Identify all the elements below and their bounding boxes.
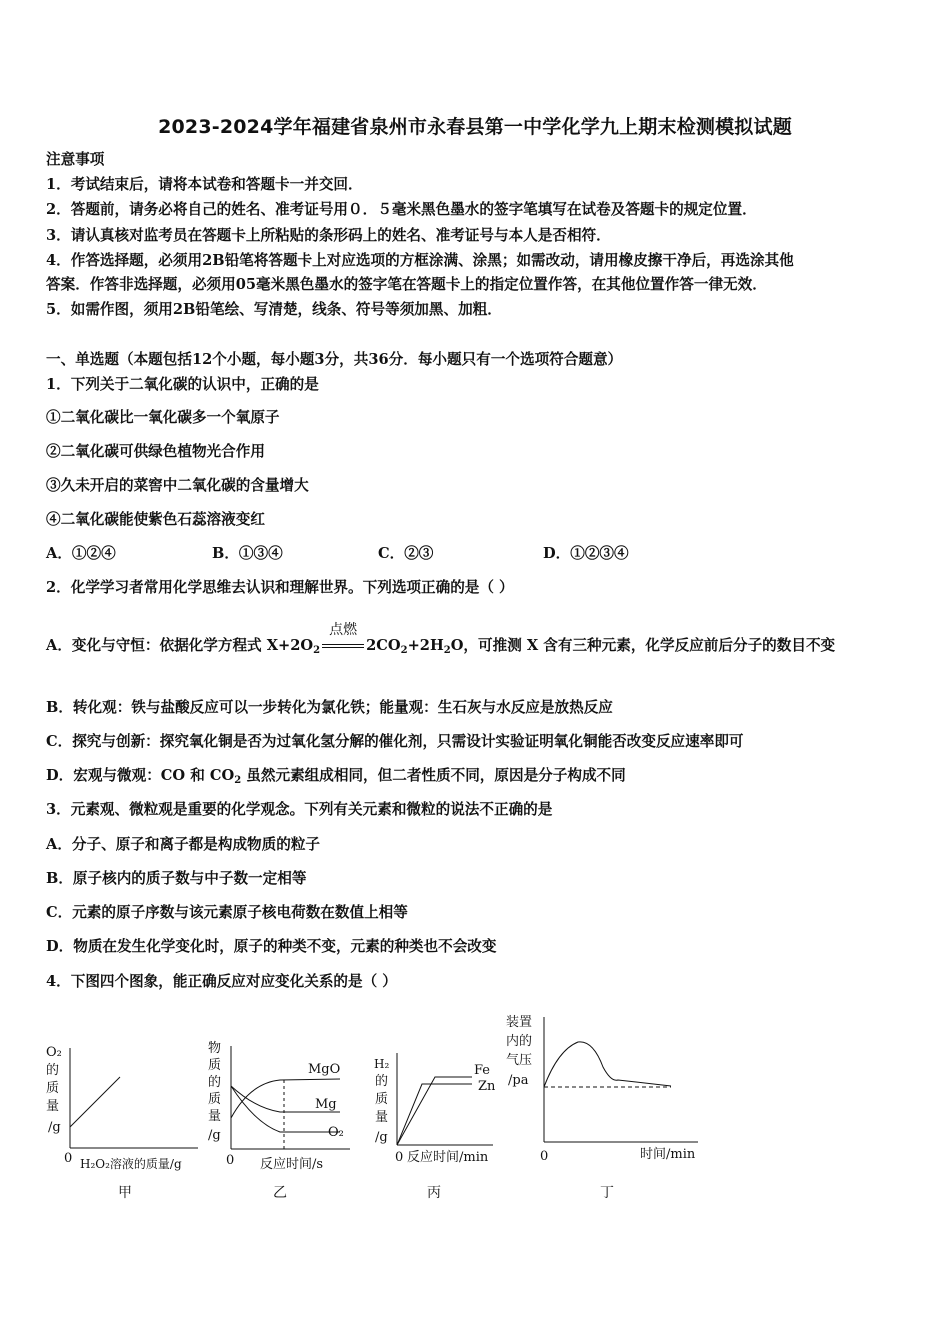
notice-item: 1．考试结束后，请将本试卷和答题卡一并交回． (46, 176, 363, 193)
notice-item: 答案．作答非选择题，必须用05毫米黑色墨水的签字笔在答题卡上的指定位置作答，在其他位置作答一律无效． (46, 276, 767, 293)
subscript: 2 (234, 775, 242, 786)
notice-item: 4．作答选择题，必须用2B铅笔将答题卡上对应选项的方框涂满、涂黑；如需改动，请用橡皮擦干净后，再选涂其他 (46, 252, 794, 269)
q2-stem: 2．化学学习者常用化学思维去认识和理解世界。下列选项正确的是（ ） (46, 579, 514, 596)
y-label: 的 (375, 1074, 389, 1089)
q1-statement: ③久未开启的菜窖中二氧化碳的含量增大 (46, 477, 309, 494)
curve-label: MgO (308, 1062, 341, 1077)
q2-a-prefix: A．变化与守恒：依据化学方程式 X+2O (46, 637, 314, 654)
graph-caption: 丙 (427, 1185, 441, 1201)
q2-option-d[interactable] (46, 766, 626, 786)
graph-caption: 乙 (273, 1185, 287, 1201)
graph-jia (40, 1040, 210, 1175)
q1-stem: 1．下列关于二氧化碳的认识中，正确的是 (46, 376, 319, 393)
curve-zn (397, 1084, 472, 1145)
notice-heading: 注意事项 (46, 151, 105, 168)
curve-label: Mg (315, 1097, 337, 1112)
subscript: 2 (400, 645, 408, 656)
y-label: 物 (208, 1041, 222, 1056)
curve-fe (397, 1077, 472, 1145)
curve-label: O₂ (328, 1125, 344, 1140)
y-label: 质 (375, 1092, 389, 1107)
x-label: 反应时间/s (260, 1157, 324, 1172)
q2-d-suffix: 虽然元素组成相同，但二者性质不同，原因是分子构成不同 (241, 767, 626, 784)
q2-option-b[interactable]: B．转化观：铁与盐酸反应可以一步转化为氯化铁；能量观：生石灰与水反应是放热反应 (46, 699, 613, 716)
q3-option-c[interactable]: C．元素的原子序数与该元素原子核电荷数在数值上相等 (46, 904, 408, 921)
subscript: 2 (313, 645, 321, 656)
q3-option-b[interactable]: B．原子核内的质子数与中子数一定相等 (46, 870, 307, 887)
q2-a-suffix: O，可推测 X 含有三种元素，化学反应前后分子的数目不变 (450, 637, 836, 654)
q1-option-b[interactable]: B．①③④ (212, 545, 283, 562)
origin-label: 0 (540, 1149, 549, 1164)
y-label: /g (375, 1130, 388, 1145)
q3-option-d[interactable]: D．物质在发生化学变化时，原子的种类不变，元素的种类也不会改变 (46, 938, 497, 955)
y-label: O₂ (46, 1045, 62, 1060)
y-label: 质 (208, 1058, 222, 1073)
q4-stem: 4．下图四个图象，能正确反应对应变化关系的是（ ） (46, 973, 397, 990)
graph-ding (503, 1012, 703, 1167)
q1-option-d[interactable]: D．①②③④ (543, 545, 629, 562)
graph-caption: 甲 (118, 1185, 132, 1201)
q3-stem: 3．元素观、微粒观是重要的化学观念。下列有关元素和微粒的说法不正确的是 (46, 801, 553, 818)
q3-option-a[interactable]: A．分子、原子和离子都是构成物质的粒子 (46, 836, 321, 853)
graph-bing (370, 1048, 510, 1173)
y-label: 质 (46, 1081, 60, 1096)
y-label: 的 (208, 1075, 222, 1090)
q2-option-a[interactable] (46, 622, 836, 656)
y-label: 装置 (506, 1015, 533, 1030)
subscript: 2 (443, 645, 451, 656)
pressure-curve (544, 1042, 671, 1087)
y-label: 量 (208, 1109, 222, 1124)
reaction-condition: 点燃 (329, 622, 358, 638)
notice-item: 3．请认真核对监考员在答题卡上所粘贴的条形码上的姓名、准考证号与本人是否相符． (46, 227, 611, 244)
y-label: 内的 (506, 1034, 533, 1049)
y-label: 气压 (506, 1053, 533, 1068)
y-label: H₂ (374, 1057, 390, 1071)
x-label: 时间/min (640, 1147, 696, 1162)
q1-statement: ②二氧化碳可供绿色植物光合作用 (46, 443, 265, 460)
q2-option-c[interactable]: C．探究与创新：探究氧化铜是否为过氧化氢分解的催化剂，只需设计实验证明氧化铜能否改变反应速率即可 (46, 733, 744, 750)
graph-yi (200, 1038, 360, 1173)
reaction-arrow (322, 622, 364, 648)
y-label: /g (208, 1128, 221, 1143)
curve-label: Zn (478, 1079, 496, 1094)
q2-a-product: +2H (407, 637, 444, 654)
q1-statement: ①二氧化碳比一氧化碳多一个氧原子 (46, 409, 280, 426)
section-heading: 一、单选题（本题包括12个小题，每小题3分，共36分．每小题只有一个选项符合题意） (46, 351, 623, 368)
page-title: 2023-2024学年福建省泉州市永春县第一中学化学九上期末检测模拟试题 (158, 116, 792, 138)
x-label: 反应时间/min (407, 1150, 489, 1165)
graph-curve (70, 1077, 120, 1127)
x-label: H₂O₂溶液的质量/g (80, 1157, 182, 1171)
q1-statement: ④二氧化碳能使紫色石蕊溶液变红 (46, 511, 265, 528)
q1-option-c[interactable]: C．②③ (378, 545, 434, 562)
origin-label: 0 (395, 1150, 404, 1165)
y-label: 的 (46, 1063, 60, 1078)
origin-label: 0 (64, 1151, 73, 1166)
graph-caption: 丁 (600, 1185, 614, 1201)
origin-label: 0 (226, 1153, 235, 1168)
y-label: 质 (208, 1092, 222, 1107)
y-label: /g (48, 1120, 61, 1135)
q2-d-prefix: D．宏观与微观：CO 和 CO (46, 767, 235, 784)
notice-item: 2．答题前，请务必将自己的姓名、准考证号用０．５毫米黑色墨水的签字笔填写在试卷及答题卡的规定位置． (46, 201, 757, 218)
y-label: 量 (375, 1110, 389, 1125)
curve-label: Fe (474, 1063, 491, 1078)
y-label: 量 (46, 1099, 60, 1114)
q1-option-a[interactable]: A．①②④ (46, 545, 116, 562)
q2-a-product: 2CO (366, 637, 401, 654)
notice-item: 5．如需作图，须用2B铅笔绘、写清楚，线条、符号等须加黑、加粗． (46, 301, 502, 318)
y-label: /pa (508, 1073, 529, 1088)
